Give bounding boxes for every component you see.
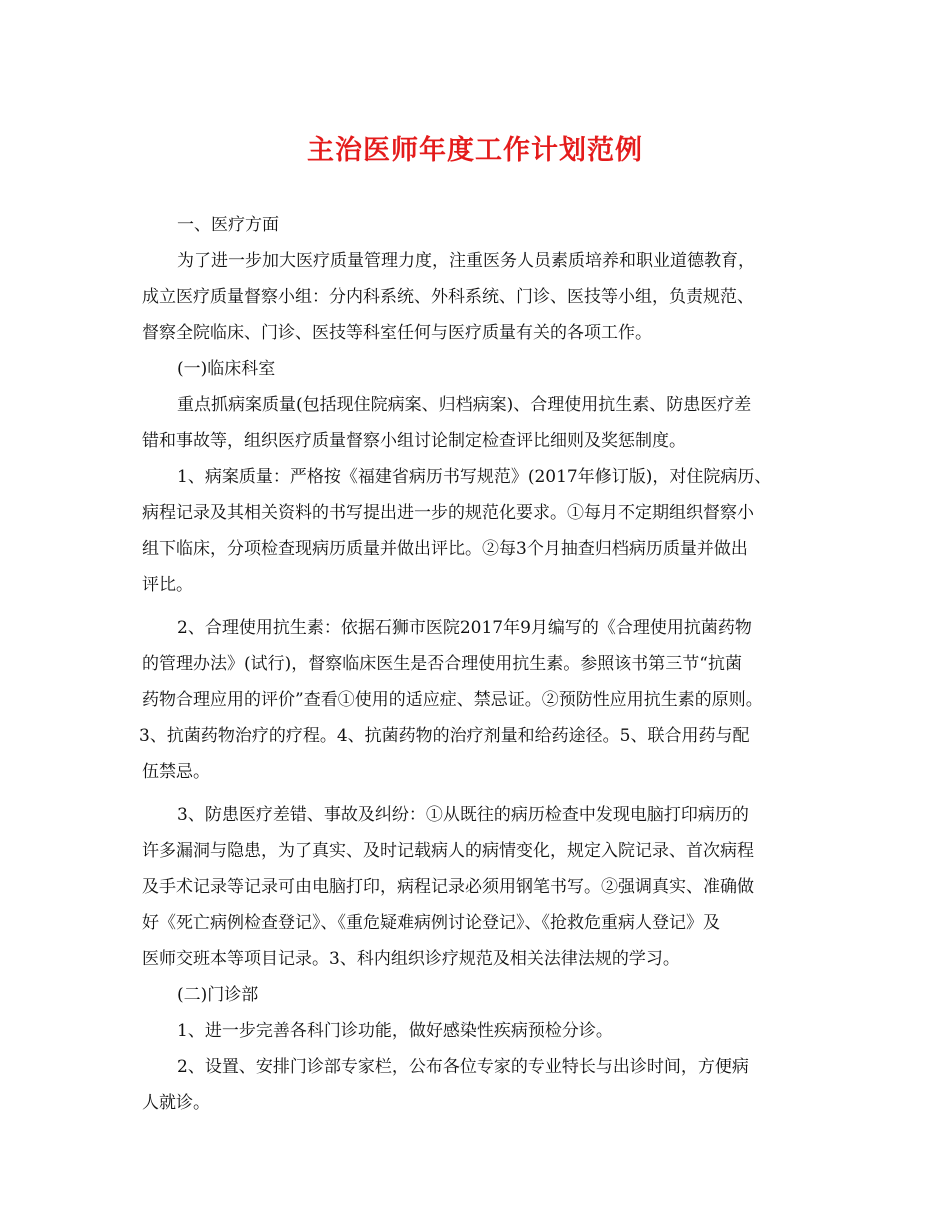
paragraph-line: 2、设置、安排门诊部专家栏，公布各位专家的专业特长与出诊时间，方便病 (177, 1057, 749, 1077)
paragraph-line: 3、抗菌药物治疗的疗程。4、抗菌药物的治疗剂量和给药途径。5、联合用药与配 (139, 726, 750, 746)
document-title: 主治医师年度工作计划范例 (307, 135, 643, 166)
paragraph-line: 成立医疗质量督察小组：分内科系统、外科系统、门诊、医技等小组，负责规范、 (142, 287, 754, 307)
paragraph-line: 1、进一步完善各科门诊功能，做好感染性疾病预检分诊。 (177, 1021, 613, 1041)
paragraph-line: 督察全院临床、门诊、医技等科室任何与医疗质量有关的各项工作。 (142, 323, 652, 343)
paragraph-line: 病程记录及其相关资料的书写提出进一步的规范化要求。①每月不定期组织督察小 (142, 503, 754, 523)
section-heading: 一、医疗方面 (177, 215, 279, 235)
paragraph-line: 2、合理使用抗生素：依据石狮市医院2017年9月编写的《合理使用抗菌药物 (177, 618, 752, 638)
paragraph-line: 许多漏洞与隐患，为了真实、及时记载病人的病情变化，规定入院记录、首次病程 (142, 841, 754, 861)
paragraph-line: 重点抓病案质量(包括现住院病案、归档病案)、合理使用抗生素、防患医疗差 (177, 395, 752, 415)
paragraph-line: 医师交班本等项目记录。3、科内组织诊疗规范及相关法律法规的学习。 (142, 949, 680, 969)
paragraph-line: 评比。 (142, 575, 193, 595)
subsection-heading: (二)门诊部 (177, 985, 259, 1005)
paragraph-line: 伍禁忌。 (142, 762, 210, 782)
paragraph-line: 错和事故等，组织医疗质量督察小组讨论制定检查评比细则及奖惩制度。 (142, 431, 686, 451)
paragraph-line: 的管理办法》(试行)，督察临床医生是否合理使用抗生素。参照该书第三节“抗菌 (142, 654, 742, 674)
paragraph-line: 药物合理应用的评价”查看①使用的适应症、禁忌证。②预防性应用抗生素的原则。 (142, 690, 763, 710)
paragraph-line: 及手术记录等记录可由电脑打印，病程记录必须用钢笔书写。②强调真实、准确做 (142, 877, 754, 897)
paragraph-gap (142, 603, 822, 610)
paragraph-gap (142, 790, 822, 797)
paragraph-line: 3、防患医疗差错、事故及纠纷：①从既往的病历检查中发现电脑打印病历的 (177, 805, 749, 825)
paragraph-line: 为了进一步加大医疗质量管理力度，注重医务人员素质培养和职业道德教育， (177, 251, 755, 271)
paragraph-line: 1、病案质量：严格按《福建省病历书写规范》(2017年修订版)，对住院病历、 (177, 467, 772, 487)
paragraph-line: 好《死亡病例检查登记》、《重危疑难病例讨论登记》、《抢救危重病人登记》及 (142, 913, 720, 933)
paragraph-line: 人就诊。 (142, 1093, 210, 1113)
paragraph-line: 组下临床，分项检查现病历质量并做出评比。②每3个月抽查归档病历质量并做出 (142, 539, 748, 559)
document-body (139, 207, 822, 1121)
subsection-heading: (一)临床科室 (177, 359, 276, 379)
